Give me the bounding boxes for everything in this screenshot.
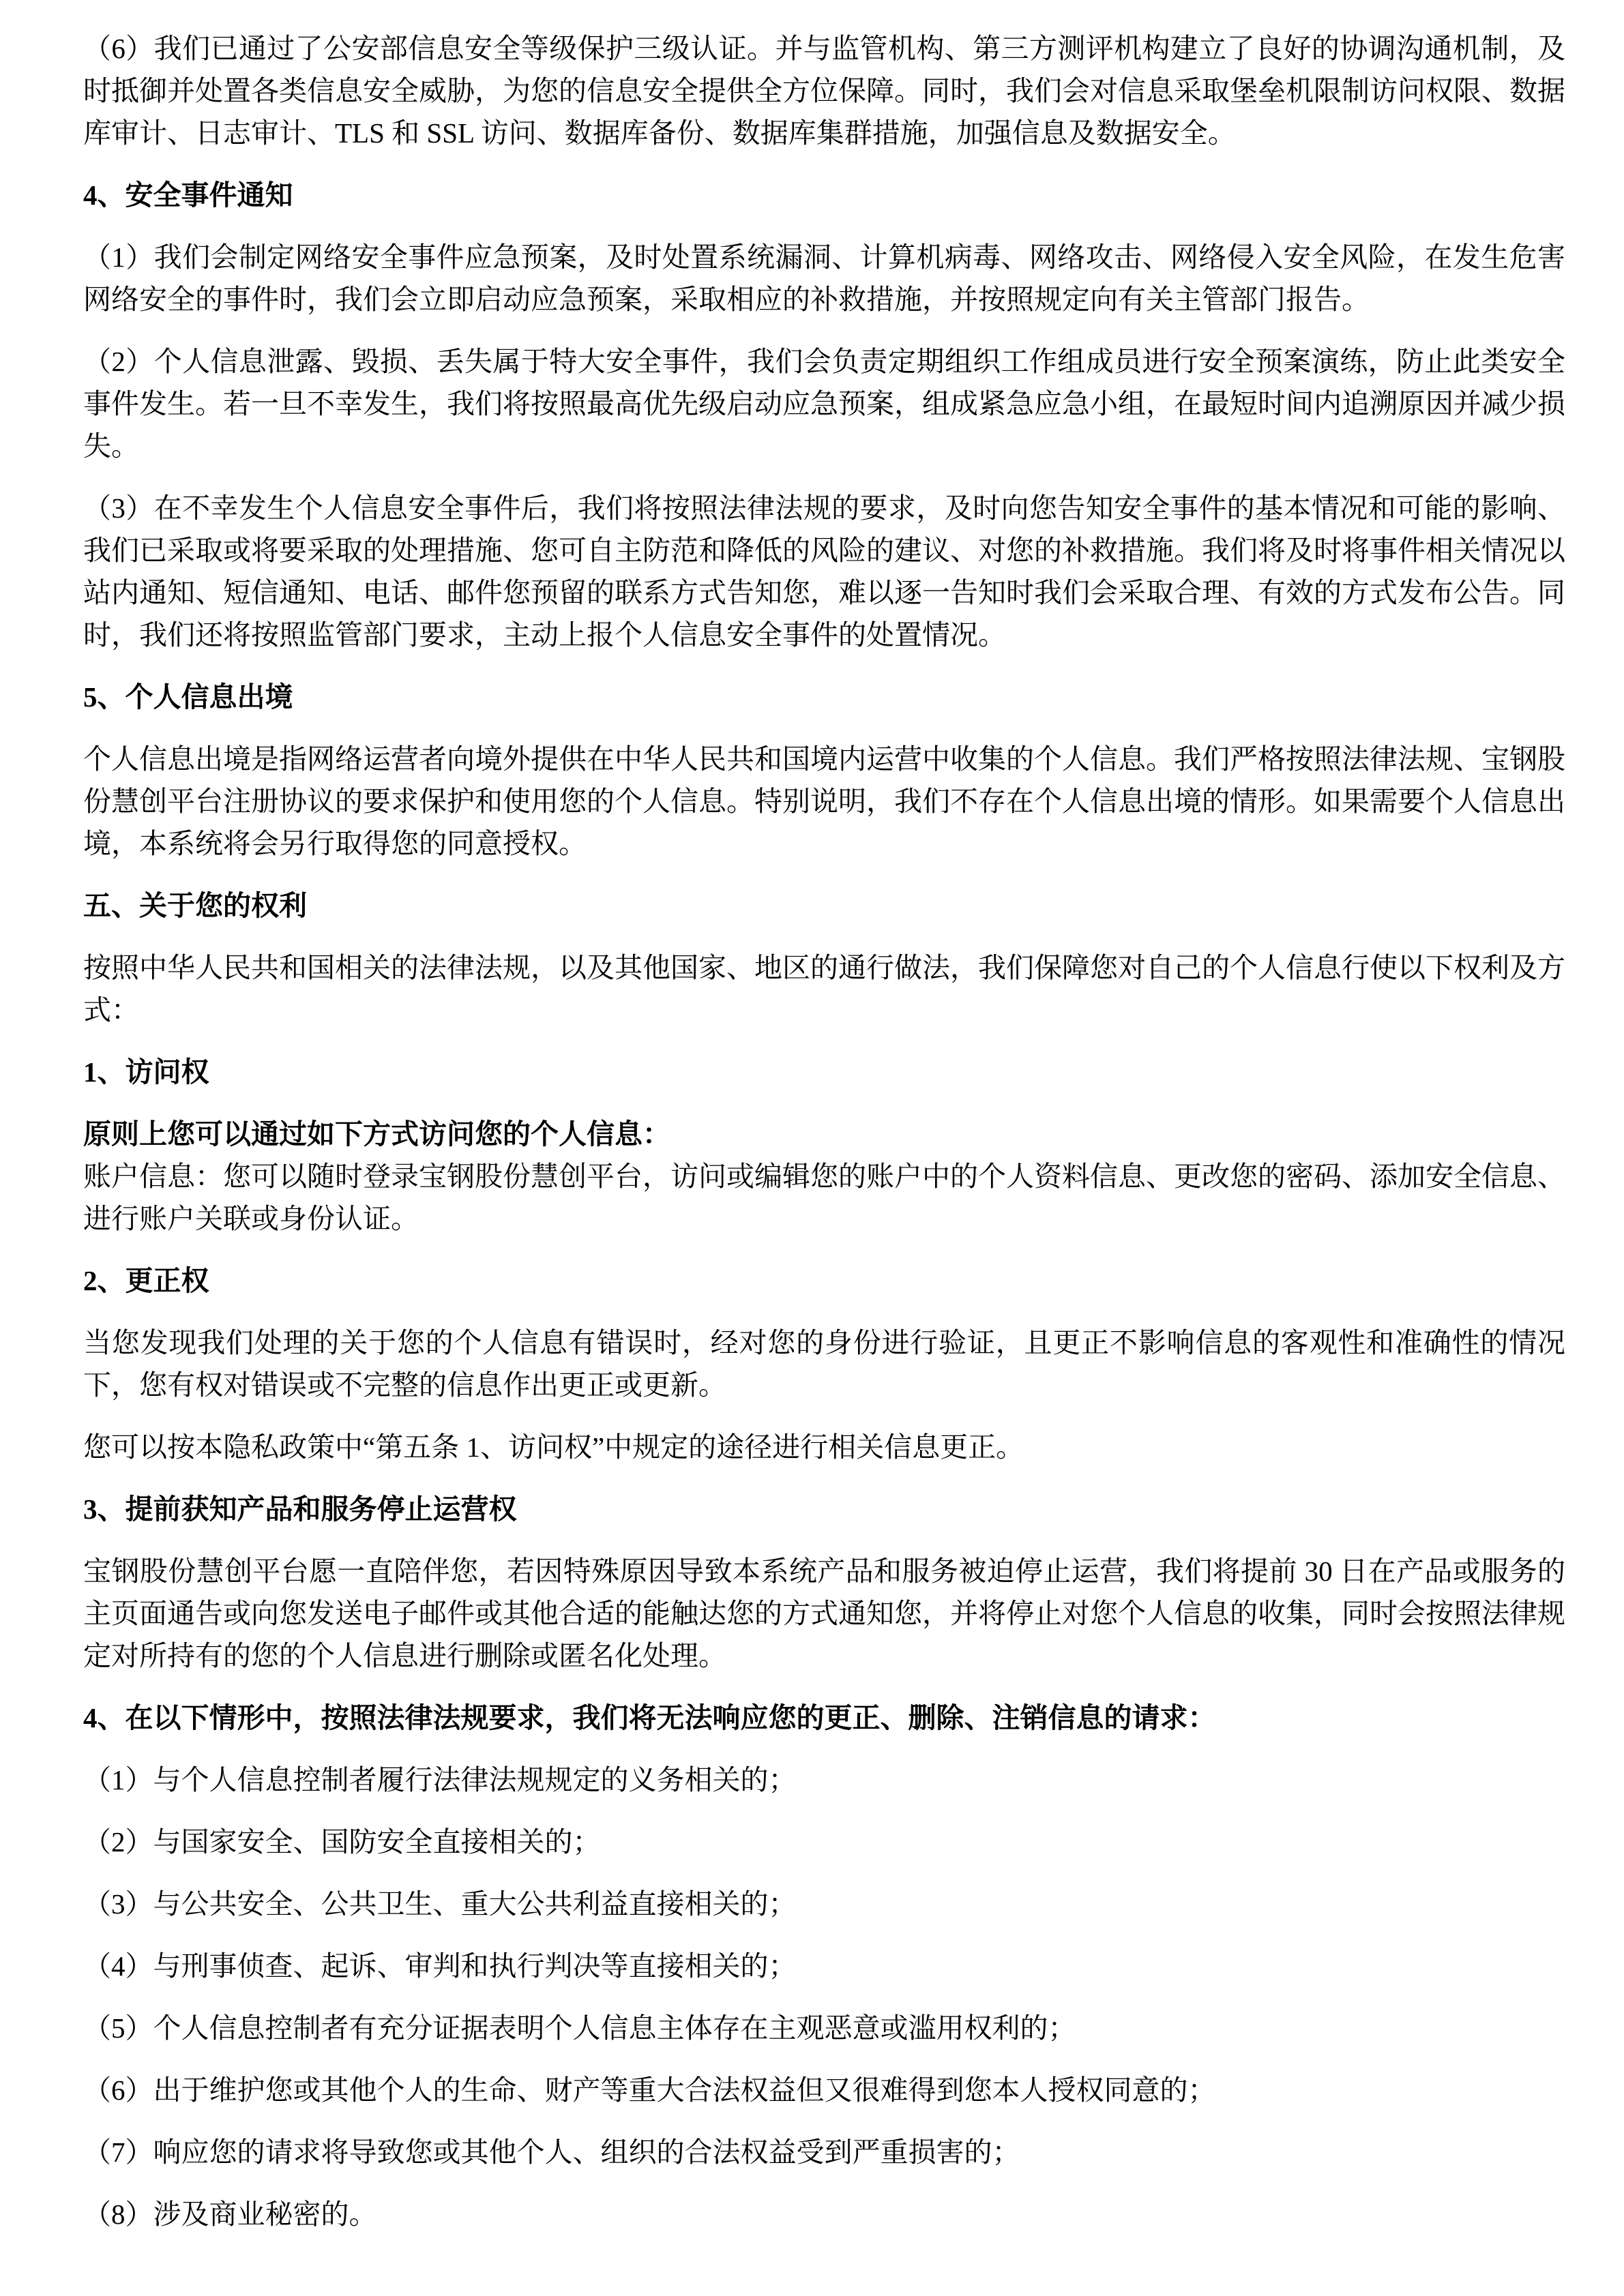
heading-security-incident-notice: 4、安全事件通知 — [83, 179, 293, 211]
para-incident-3: （3）在不幸发生个人信息安全事件后，我们将按照法律法规的要求，及时向您告知安全事件的基本情况和可能的影响、我们已采取或将要采取的处理措施、您可自主防范和降低的风险的建议、对您的补救措施。我们将及时将事件相关情况以站内通知、短信通知、电话、邮件您预留的联系方式告知您，难以逐一告知时我们会采取合理、有效的方式发布公告。同时，我们还将按照监管部门要求，主动上报个人信息安全事件的处置情况。 — [83, 492, 1565, 651]
heading-your-rights: 五、关于您的权利 — [83, 890, 307, 921]
para-correction-2: 您可以按本隐私政策中“第五条 1、访问权”中规定的途径进行相关信息更正。 — [83, 1431, 1024, 1463]
para-security-certification: （6）我们已通过了公安部信息安全等级保护三级认证。并与监管机构、第三方测评机构建立了良好的协调沟通机制，及时抵御并处置各类信息安全威胁，为您的信息安全提供全方位保障。同时，我们会对信息采取堡垒机限制访问权限、数据库审计、日志审计、TLS 和 SSL 访问、数据库备份、数据库集群措施，加强信息及数据安全。 — [83, 33, 1565, 149]
list-item-3: （3）与公共安全、公共卫生、重大公共利益直接相关的； — [83, 1888, 797, 1920]
list-item-8: （8）涉及商业秘密的。 — [83, 2198, 377, 2230]
heading-correction-right: 2、更正权 — [83, 1265, 209, 1296]
para-your-rights-intro: 按照中华人民共和国相关的法律法规，以及其他国家、地区的通行做法，我们保障您对自己的个人信息行使以下权利及方式： — [83, 952, 1565, 1026]
list-item-6: （6）出于维护您或其他个人的生命、财产等重大合法权益但又很难得到您本人授权同意的； — [83, 2074, 1216, 2106]
list-item-5: （5）个人信息控制者有充分证据表明个人信息主体存在主观恶意或滥用权利的； — [83, 2012, 1076, 2044]
para-incident-1: （1）我们会制定网络安全事件应急预案，及时处置系统漏洞、计算机病毒、网络攻击、网络侵入安全风险，在发生危害网络安全的事件时，我们会立即启动应急预案，采取相应的补救措施，并按照规定向有关主管部门报告。 — [83, 241, 1565, 315]
lead-access-methods: 原则上您可以通过如下方式访问您的个人信息： — [83, 1118, 670, 1150]
para-correction-1: 当您发现我们处理的关于您的个人信息有错误时，经对您的身份进行验证，且更正不影响信息的客观性和准确性的情况下，您有权对错误或不完整的信息作出更正或更新。 — [83, 1327, 1565, 1401]
list-item-1: （1）与个人信息控制者履行法律法规规定的义务相关的； — [83, 1764, 797, 1795]
list-item-4: （4）与刑事侦查、起诉、审判和执行判决等直接相关的； — [83, 1950, 797, 1982]
para-account-info: 账户信息：您可以随时登录宝钢股份慧创平台，访问或编辑您的账户中的个人资料信息、更改您的密码、添加安全信息、进行账户关联或身份认证。 — [83, 1161, 1565, 1234]
heading-personal-info-export: 5、个人信息出境 — [83, 681, 293, 713]
list-item-7: （7）响应您的请求将导致您或其他个人、组织的合法权益受到严重损害的； — [83, 2136, 1020, 2168]
list-item-2: （2）与国家安全、国防安全直接相关的； — [83, 1826, 601, 1858]
heading-access-right: 1、访问权 — [83, 1056, 209, 1088]
para-stop-operation: 宝钢股份慧创平台愿一直陪伴您，若因特殊原因导致本系统产品和服务被迫停止运营，我们将提前 30 日在产品或服务的主页面通告或向您发送电子邮件或其他合适的能触达您的方式通知您，并将停止对您个人信息的收集，同时会按照法律规定对所持有的您的个人信息进行删除或匿名化处理。 — [83, 1555, 1565, 1671]
para-incident-2: （2）个人信息泄露、毁损、丢失属于特大安全事件，我们会负责定期组织工作组成员进行安全预案演练，防止此类安全事件发生。若一旦不幸发生，我们将按照最高优先级启动应急预案，组成紧急应急小组，在最短时间内追溯原因并减少损失。 — [83, 346, 1565, 462]
heading-cannot-respond: 4、在以下情形中，按照法律法规要求，我们将无法响应您的更正、删除、注销信息的请求： — [83, 1702, 1216, 1733]
heading-stop-operation-right: 3、提前获知产品和服务停止运营权 — [83, 1493, 517, 1525]
para-personal-info-export: 个人信息出境是指网络运营者向境外提供在中华人民共和国境内运营中收集的个人信息。我们严格按照法律法规、宝钢股份慧创平台注册协议的要求保护和使用您的个人信息。特别说明，我们不存在个人信息出境的情形。如果需要个人信息出境，本系统将会另行取得您的同意授权。 — [83, 743, 1565, 859]
